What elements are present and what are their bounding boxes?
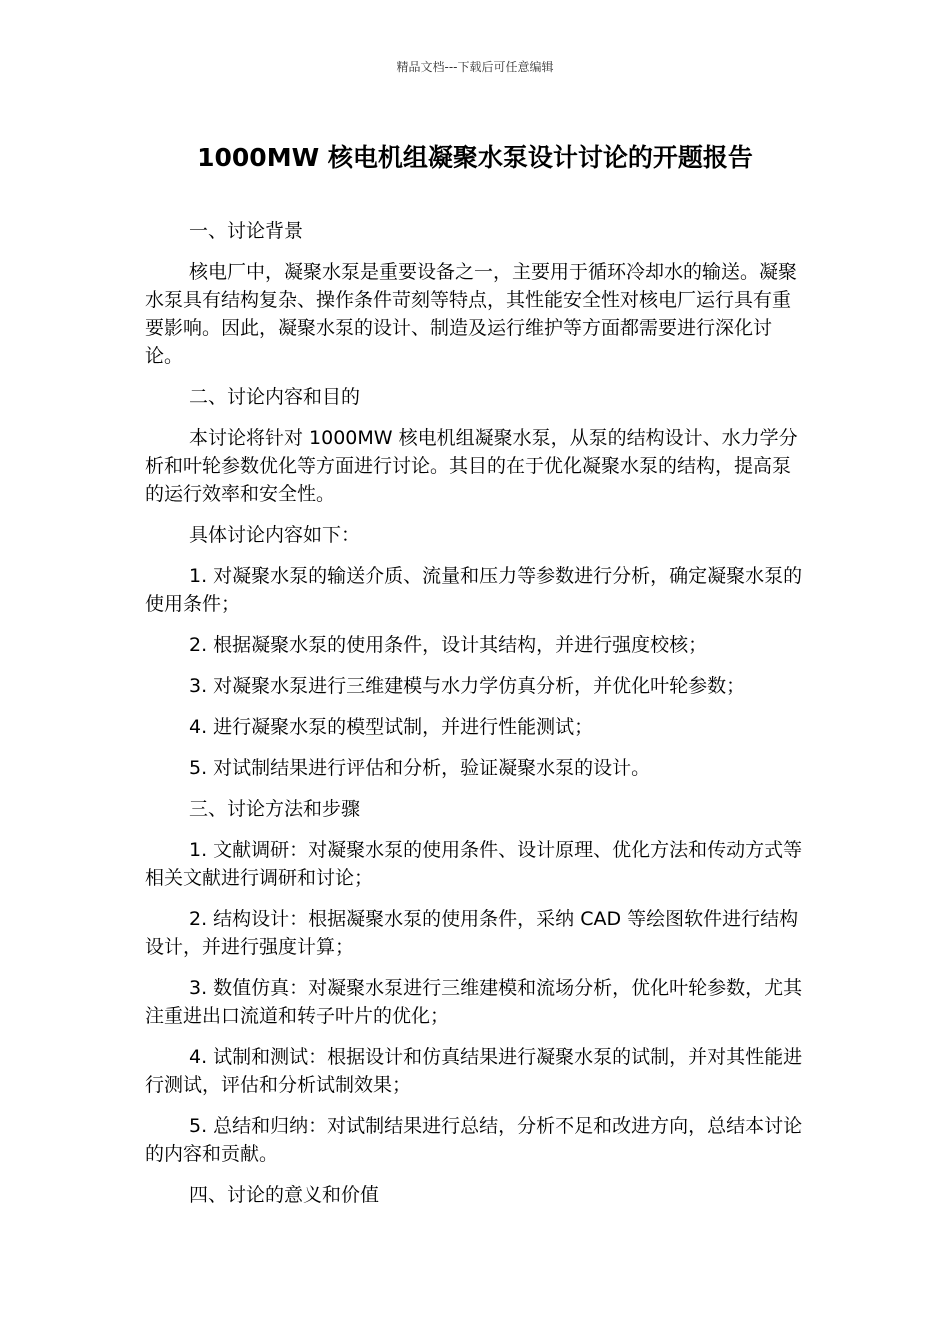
section-heading: 四、讨论的意义和价值 [189,1184,380,1206]
list-item: 3. 对凝聚水泵进行三维建模与水力学仿真分析，并优化叶轮参数； [189,675,746,697]
list-item: 3. 数值仿真：对凝聚水泵进行三维建模和流场分析，优化叶轮参数，尤其注重进出口流道和转子叶片的优化； [145,977,803,1027]
section-heading: 一、讨论背景 [189,220,304,242]
list-item: 2. 根据凝聚水泵的使用条件，设计其结构，并进行强度校核； [189,634,708,656]
list-item: 2. 结构设计：根据凝聚水泵的使用条件，采纳 CAD 等绘图软件进行结构设计，并进行强度计算； [145,908,799,958]
list-item: 1. 对凝聚水泵的输送介质、流量和压力等参数进行分析，确定凝聚水泵的使用条件； [145,565,803,615]
list-item: 1. 文献调研：对凝聚水泵的使用条件、设计原理、优化方法和传动方式等相关文献进行调研和讨论； [145,839,803,889]
list-item: 5. 总结和归纳：对试制结果进行总结，分析不足和改进方向，总结本讨论的内容和贡献。 [145,1115,803,1165]
list-item: 4. 进行凝聚水泵的模型试制，并进行性能测试； [189,716,594,738]
page-header: 精品文档---下载后可任意编辑 [396,60,554,74]
document-title: 1000MW 核电机组凝聚水泵设计讨论的开题报告 [197,143,753,172]
section-heading: 二、讨论内容和目的 [189,386,361,408]
list-item: 4. 试制和测试：根据设计和仿真结果进行凝聚水泵的试制，并对其性能进行测试，评估和分析试制效果； [145,1046,803,1096]
paragraph: 核电厂中，凝聚水泵是重要设备之一，主要用于循环冷却水的输送。凝聚水泵具有结构复杂、操作条件苛刻等特点，其性能安全性对核电厂运行具有重要影响。因此，凝聚水泵的设计、制造及运行维护等方面都需要进行深化讨论。 [145,261,798,367]
list-item: 5. 对试制结果进行评估和分析，验证凝聚水泵的设计。 [189,757,651,779]
document-body [145,217,805,1209]
section-heading: 三、讨论方法和步骤 [189,798,361,820]
paragraph: 本讨论将针对 1000MW 核电机组凝聚水泵，从泵的结构设计、水力学分析和叶轮参数优化等方面进行讨论。其目的在于优化凝聚水泵的结构，提高泵的运行效率和安全性。 [145,427,798,505]
paragraph: 具体讨论内容如下： [189,524,361,546]
